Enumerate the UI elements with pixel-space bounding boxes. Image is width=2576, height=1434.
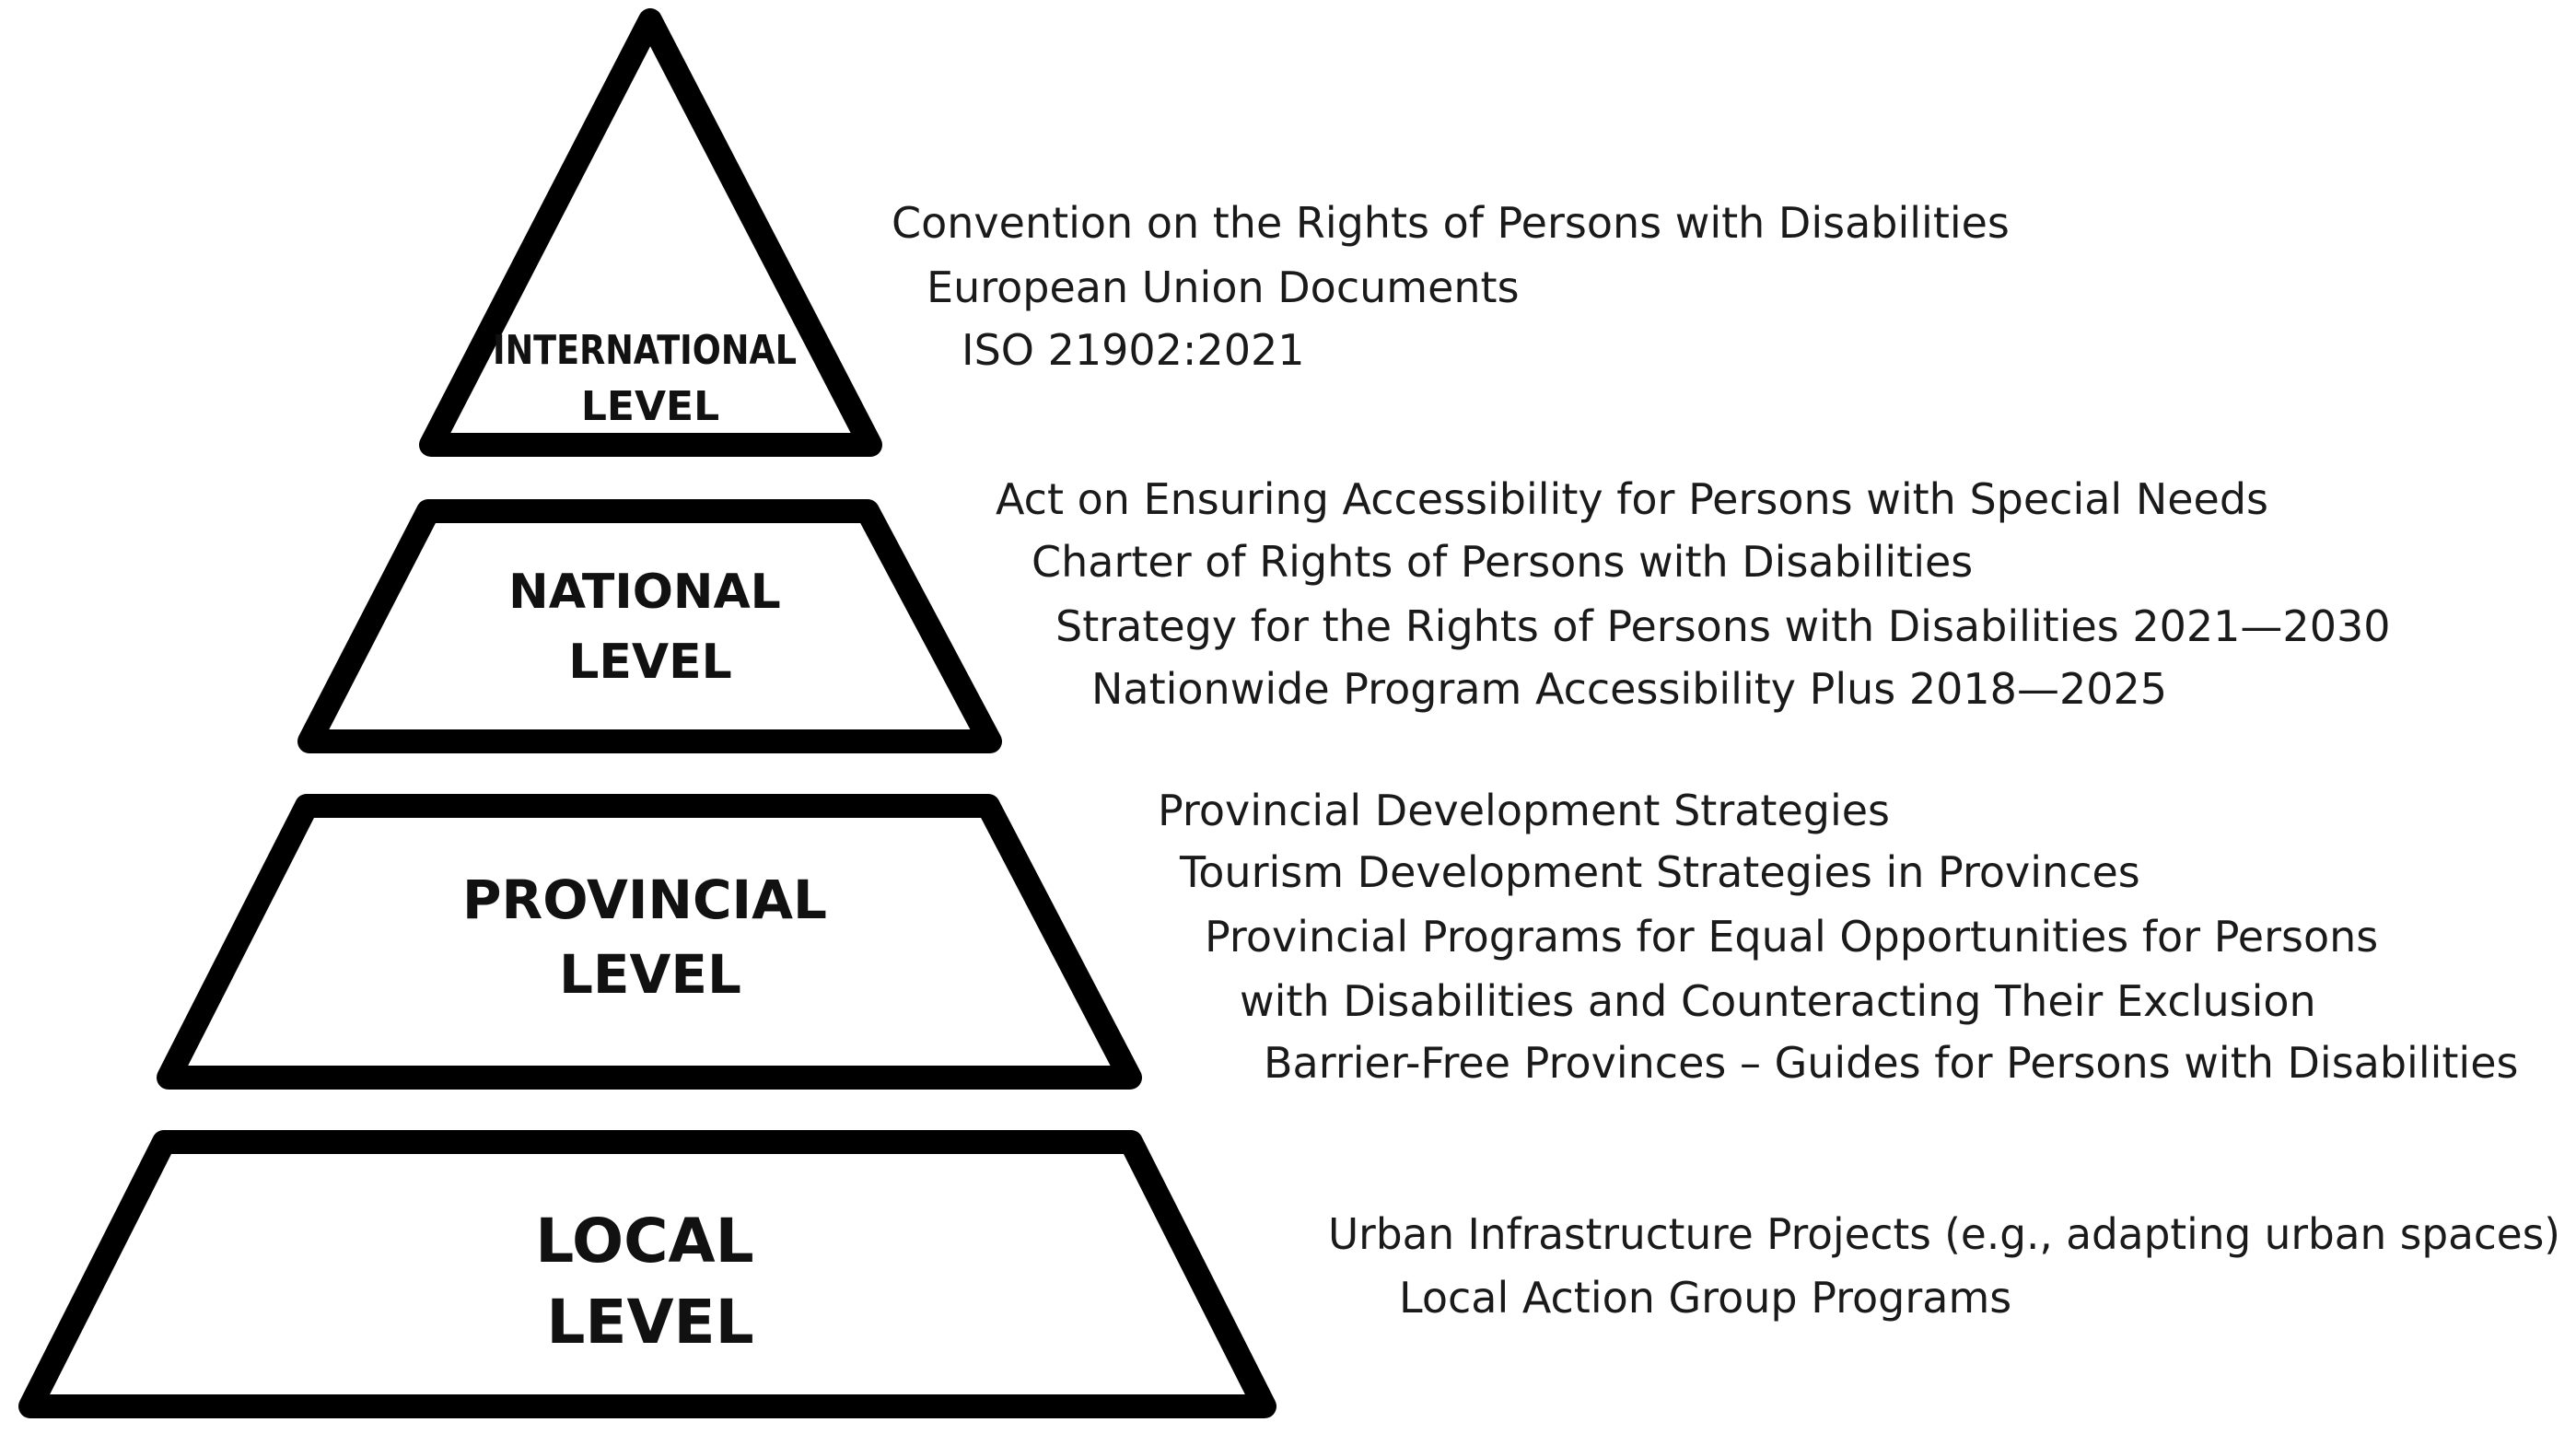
tier-provincial-shape — [169, 806, 1130, 1078]
tier-national-label-line1: NATIONAL — [508, 565, 781, 620]
document-item: European Union Documents — [927, 262, 1520, 312]
document-item: Charter of Rights of Persons with Disabilities — [1032, 537, 1974, 587]
tier-international-label-line1: INTERNATIONAL — [493, 327, 797, 374]
document-item: Urban Infrastructure Projects (e.g., adapting urban spaces) — [1328, 1209, 2560, 1259]
document-item: Nationwide Program Accessibility Plus 2018—2025 — [1091, 664, 2168, 714]
tier-international — [431, 20, 870, 445]
tier-provincial — [169, 806, 1130, 1078]
tier-provincial-label-line2: LEVEL — [558, 943, 742, 1006]
tier-local-label-line1: LOCAL — [535, 1206, 754, 1277]
tier-local-label-line2: LEVEL — [546, 1287, 754, 1358]
document-item: Provincial Programs for Equal Opportunities for Persons — [1205, 912, 2379, 962]
document-item: Strategy for the Rights of Persons with Disabilities 2021—2030 — [1055, 601, 2391, 651]
document-item: Convention on the Rights of Persons with Disabilities — [892, 198, 2010, 248]
tier-international-label-line2: LEVEL — [580, 383, 720, 430]
tier-local — [30, 1142, 1265, 1406]
tier-national-label-line2: LEVEL — [568, 635, 732, 690]
international-documents — [892, 198, 2010, 375]
document-item: Barrier-Free Provinces – Guides for Persons with Disabilities — [1264, 1038, 2519, 1088]
document-item: Tourism Development Strategies in Provinces — [1180, 847, 2140, 897]
provincial-documents — [1158, 786, 2518, 1088]
local-documents — [1328, 1209, 2560, 1323]
document-item: Act on Ensuring Accessibility for Persons with Special Needs — [996, 474, 2268, 524]
tier-provincial-label-line1: PROVINCIAL — [462, 869, 827, 931]
document-item: with Disabilities and Counteracting Their Exclusion — [1240, 976, 2316, 1026]
tier-international-shape — [431, 20, 870, 445]
document-item: Provincial Development Strategies — [1158, 786, 1891, 835]
national-documents — [996, 474, 2391, 714]
document-item: ISO 21902:2021 — [962, 325, 1305, 375]
tier-national — [309, 511, 990, 741]
document-item: Local Action Group Programs — [1399, 1273, 2012, 1323]
tier-national-shape — [309, 511, 990, 741]
